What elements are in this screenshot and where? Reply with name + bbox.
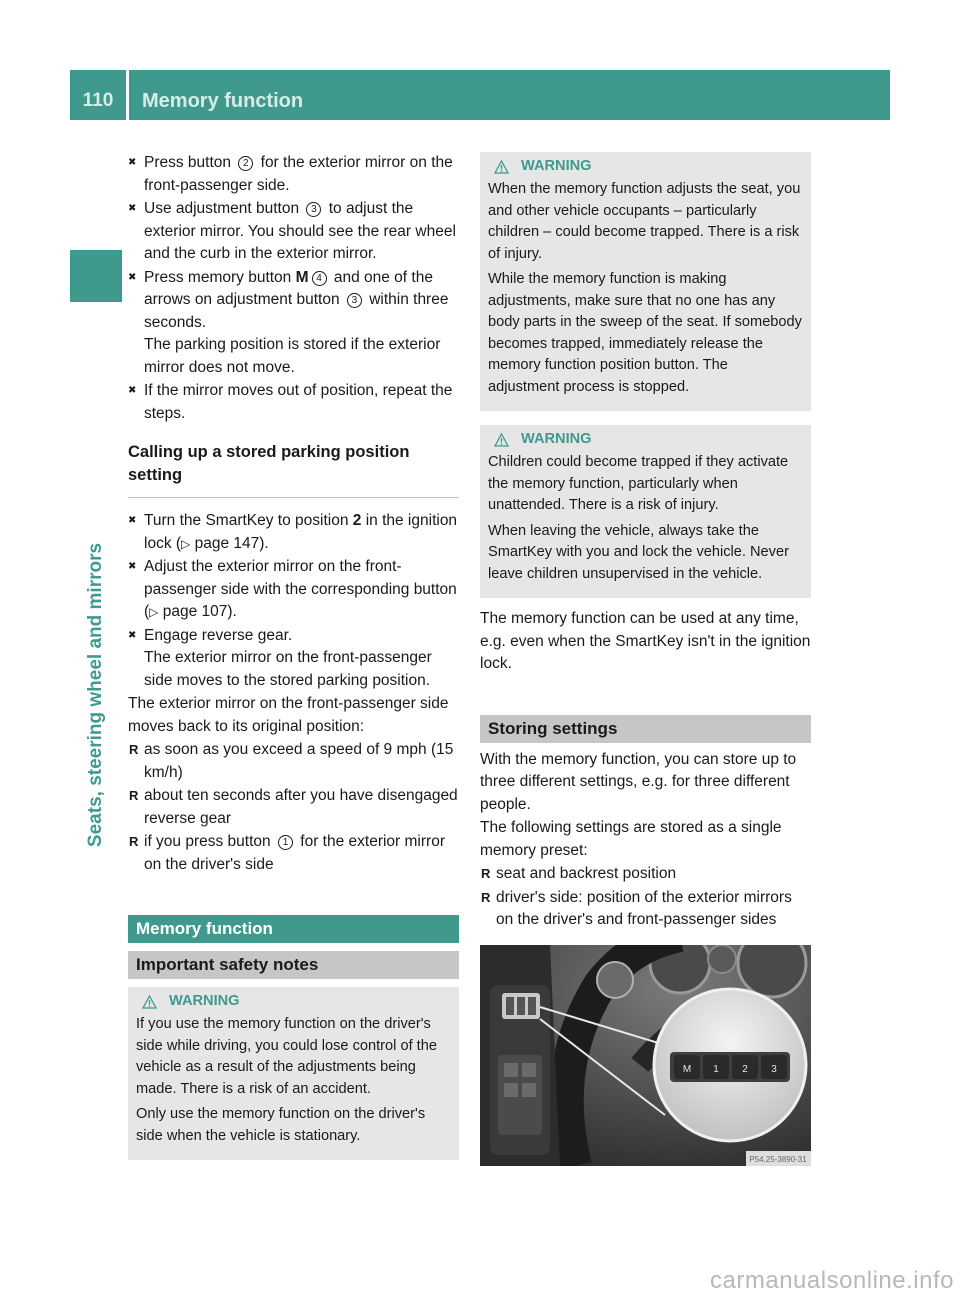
callout-number: 3 [306,202,321,217]
subheading: Calling up a stored parking position setting [128,441,459,498]
warning-box [480,152,811,411]
warning-text: If you use the memory function on the driver's side while driving, you could lose control of the vehicle as a result of the adjustments being made. There is a risk of an accident. [136,1016,437,1097]
warning-text: When the memory function adjusts the seat, you and other vehicle occupants – particularly children – could become trapped. There is a risk of injury. [488,181,801,262]
warning-triangle-icon [494,160,509,174]
svg-text:3: 3 [771,1063,777,1075]
step-item: ✖ Turn the SmartKey to position 2 in the ignition lock (▷ page 147). [128,510,459,555]
warning-text: When leaving the vehicle, always take the SmartKey with you and lock the vehicle. Never leave children unsupervised in the vehicle. [488,522,789,582]
right-column [480,152,811,1166]
page-reference-link[interactable]: page 107 [162,603,228,620]
memory-buttons-photo [480,945,811,1166]
left-column [128,152,459,1160]
image-code: P54.25-3890-31 [749,1154,807,1164]
header-title: Memory function [142,90,304,112]
header-divider [126,70,129,120]
step-item: ✖ If the mirror moves out of position, repeat the steps. [128,380,459,425]
step-result: The parking position is stored if the exterior mirror does not move. [144,336,441,376]
subsection-heading: Important safety notes [128,951,459,979]
warning-text: Children could become trapped if they activate the memory function, particularly when unattended. There is a risk of injury. [488,454,789,513]
step-item: ✖ Adjust the exterior mirror on the front-passenger side with the corresponding button (▷ page 107). [128,556,459,624]
page-ref-icon: ▷ [181,536,191,551]
svg-text:1: 1 [713,1063,719,1075]
callout-number: 2 [238,156,253,171]
callout-number: 1 [278,835,293,850]
bullet-item: R driver's side: position of the exterior mirrors on the driver's and front-passenger sides [481,888,792,928]
bullet-item: R if you press button 1 for the exterior mirror on the driver's side [129,833,445,873]
warning-triangle-icon [494,433,509,447]
memory-button-row [670,1052,790,1082]
paragraph: With the memory function, you can store up to three different settings, e.g. for three different people. [480,750,797,813]
warning-box [480,425,811,598]
step-item: ✖ Use adjustment button 3 to adjust the exterior mirror. You should see the rear wheel and the curb in the exterior mirror. [128,198,459,266]
section-heading: Memory function [128,915,459,943]
warning-triangle-icon [142,995,157,1009]
page-reference-link[interactable]: page 147 [194,534,260,552]
photo-illustration [480,945,811,1166]
paragraph: The following settings are stored as a single memory preset: [480,819,782,859]
side-tab-label: Seats, steering wheel and mirrors [84,542,106,848]
page-number: 110 [82,90,114,111]
paragraph: The exterior mirror on the front-passenger side moves back to its original position: [128,695,449,735]
warning-label: WARNING [169,993,240,1010]
bullet-item: R seat and backrest position [481,865,677,882]
warning-label: WARNING [521,431,592,448]
step-item: ✖ Press button 2 for the exterior mirror on the front-passenger side. [128,152,459,197]
bullet-item: R about ten seconds after you have disengaged reverse gear [129,787,458,827]
step-item: ✖ Engage reverse gear. The exterior mirror on the front-passenger side moves to the stored parking position. [128,625,459,693]
svg-text:M: M [682,1063,692,1075]
watermark: carmanualsonline.info [710,1267,954,1294]
callout-number: 4 [312,271,327,286]
callout-number: 3 [347,293,362,308]
bullet-item: R as soon as you exceed a speed of 9 mph (15 km/h) [129,741,454,781]
warning-text: While the memory function is making adjustments, make sure that no one has any body parts in the sweep of the seat. If somebody becomes trapped, immediately release the memory function position button. The adjustment process is stopped. [488,271,802,395]
warning-text: Only use the memory function on the driver's side when the vehicle is stationary. [136,1106,426,1144]
step-result: The exterior mirror on the front-passenger side moves to the stored parking position. [144,649,432,689]
step-item: ✖ Press memory button M 4 and one of the arrows on adjustment button 3 within three seconds. The parking position is stored if the exterior mirror does not move. [128,267,459,380]
svg-text:2: 2 [742,1063,748,1075]
section-heading: Storing settings [480,715,811,743]
page-ref-icon: ▷ [149,605,159,619]
paragraph: The memory function can be used at any time, e.g. even when the SmartKey isn't in the ignition lock. [480,610,811,672]
side-tab-marker [70,250,122,302]
warning-box [128,987,459,1160]
warning-label: WARNING [521,158,592,175]
